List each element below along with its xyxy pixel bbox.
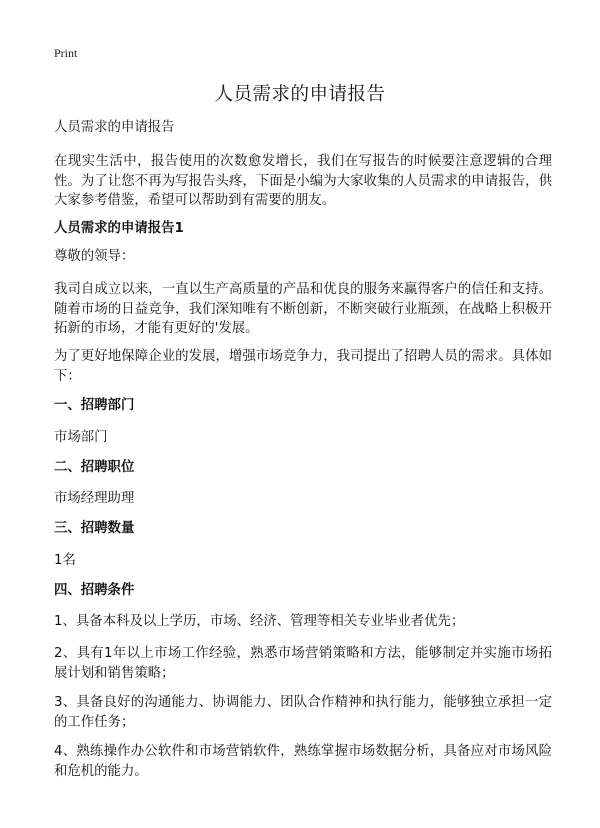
- heading-quantity: 三、招聘数量: [54, 521, 135, 536]
- value-quantity: 1名: [54, 553, 76, 568]
- condition-item: 1、具备本科及以上学历，市场、经济、管理等相关专业毕业者优先；: [54, 614, 465, 629]
- condition-item: 3、具备良好的沟通能力、协调能力、团队合作精神和执行能力，能够独立承担一定的工作任务；: [54, 695, 552, 730]
- page-title: 人员需求的申请报告: [214, 84, 386, 105]
- value-department: 市场部门: [54, 430, 108, 445]
- condition-item: 4、熟练操作办公软件和市场营销软件，熟练掌握市场数据分析，具备应对市场风险和危机的能力。: [54, 744, 552, 779]
- salutation: 尊敬的领导：: [54, 249, 135, 264]
- intro-paragraph: 在现实生活中，报告使用的次数愈发增长，我们在写报告的时候要注意逻辑的合理性。为了让您不再为写报告头疼，下面是小编为大家收集的人员需求的申请报告，供大家参考借鉴，希望可以帮助到有需要的朋友。: [54, 154, 552, 208]
- condition-item: 2、具有1年以上市场工作经验，熟悉市场营销策略和方法，能够制定并实施市场拓展计划和销售策略；: [54, 646, 552, 681]
- section-heading: 人员需求的申请报告1: [54, 221, 184, 236]
- heading-conditions: 四、招聘条件: [54, 583, 135, 598]
- paragraph-company: 我司自成立以来，一直以生产高质量的产品和优良的服务来赢得客户的信任和支持。随着市场的日益竞争，我们深知唯有不断创新，不断突破行业瓶颈，在战略上积极开拓新的市场，才能有更好的'发展。: [54, 282, 552, 336]
- paragraph-requirement: 为了更好地保障企业的发展，增强市场竞争力，我司提出了招聘人员的需求。具体如下：: [54, 349, 552, 384]
- heading-position: 二、招聘职位: [54, 460, 135, 475]
- document-subtitle: 人员需求的申请报告: [54, 120, 175, 135]
- print-link[interactable]: Print: [54, 46, 78, 60]
- heading-department: 一、招聘部门: [54, 398, 135, 413]
- value-position: 市场经理助理: [54, 491, 135, 506]
